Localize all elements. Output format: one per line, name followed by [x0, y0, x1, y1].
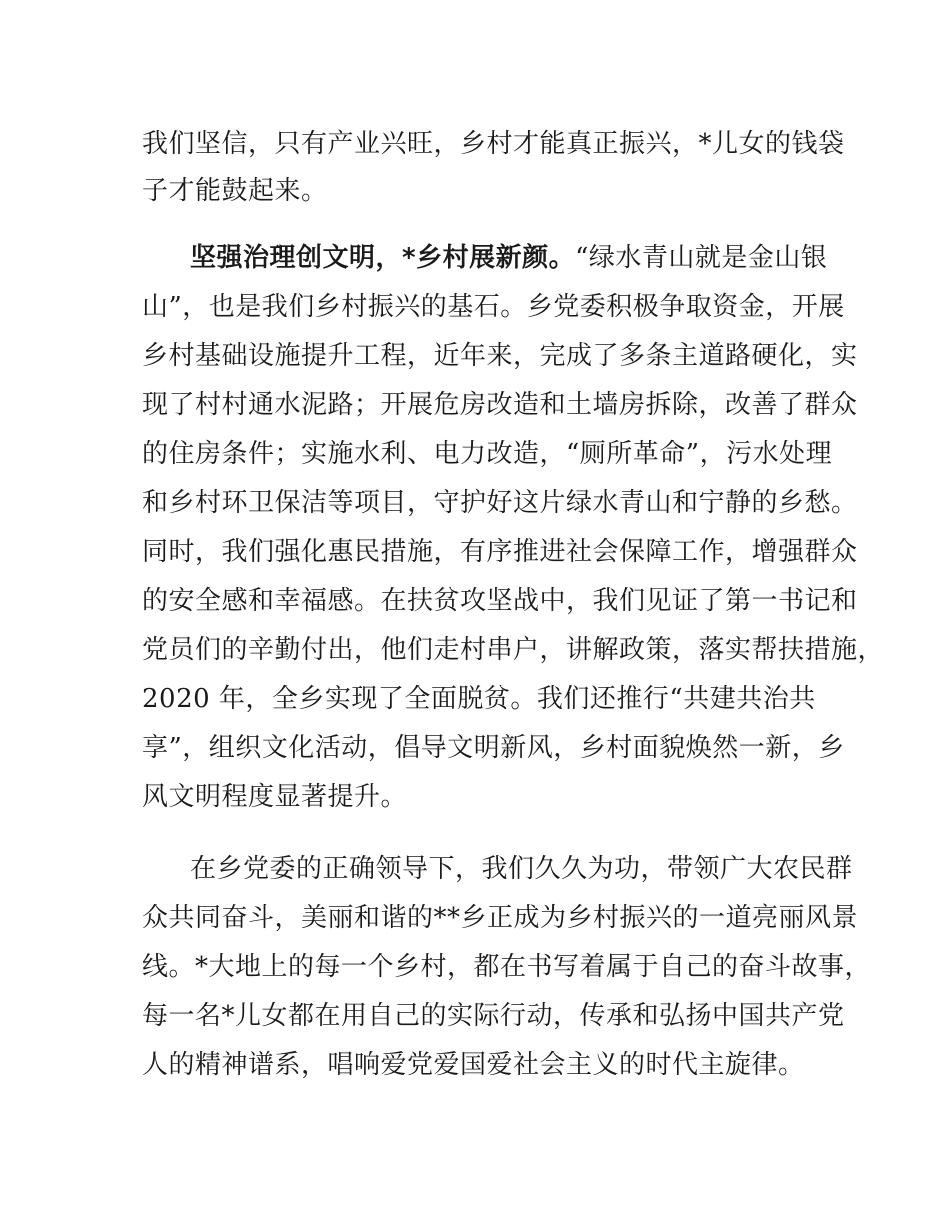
paragraph-2-line-5: 的住房条件；实施水利、电力改造，“厕所革命”，污水处理	[142, 439, 833, 469]
paragraph-3-line-4: 每一名*儿女都在用自己的实际行动，传承和弘扬中国共产党	[142, 1001, 845, 1031]
paragraph-2-line-7: 同时，我们强化惠民措施，有序推进社会保障工作，增强群众	[142, 537, 858, 567]
paragraph-2-line-9: 党员们的辛勤付出，他们走村串户，讲解政策，落实帮扶措施，	[142, 635, 885, 665]
paragraph-1-line-1: 我们坚信，只有产业兴旺，乡村才能真正振兴，*儿女的钱袋	[142, 129, 845, 159]
paragraph-2-line-4: 现了村村通水泥路；开展危房改造和土墙房拆除，改善了群众	[142, 390, 858, 420]
paragraph-2-line-6: 和乡村环卫保洁等项目，守护好这片绿水青山和宁静的乡愁。	[142, 488, 858, 518]
paragraph-2-line-10: 2020 年，全乡实现了全面脱贫。我们还推行“共建共治共	[142, 684, 816, 714]
paragraph-2-line-1	[190, 241, 827, 275]
paragraph-2-line-2: 山”，也是我们乡村振兴的基石。乡党委积极争取资金，开展	[142, 292, 845, 322]
paragraph-3-line-5: 人的精神谱系，唱响爱党爱国爱社会主义的时代主旋律。	[142, 1050, 805, 1080]
paragraph-2-heading: 坚强治理创文明，*乡村展新颜。	[190, 243, 576, 273]
paragraph-2-line-1-text: “绿水青山就是金山银	[575, 243, 828, 273]
paragraph-2-line-8: 的安全感和幸福感。在扶贫攻坚战中，我们见证了第一书记和	[142, 586, 858, 616]
paragraph-2-line-12: 风文明程度显著提升。	[142, 782, 408, 812]
paragraph-2-line-11: 享”，组织文化活动，倡导文明新风，乡村面貌焕然一新，乡	[142, 733, 845, 763]
paragraph-2-line-3: 乡村基础设施提升工程，近年来，完成了多条主道路硬化，实	[142, 341, 858, 371]
paragraph-1-line-2: 子才能鼓起来。	[142, 176, 328, 206]
paragraph-3-line-3: 线。*大地上的每一个乡村，都在书写着属于自己的奋斗故事，	[142, 952, 872, 982]
paragraph-3-line-2: 众共同奋斗，美丽和谐的**乡正成为乡村振兴的一道亮丽风景	[142, 903, 859, 933]
paragraph-3-line-1: 在乡党委的正确领导下，我们久久为功，带领广大农民群	[190, 854, 853, 884]
